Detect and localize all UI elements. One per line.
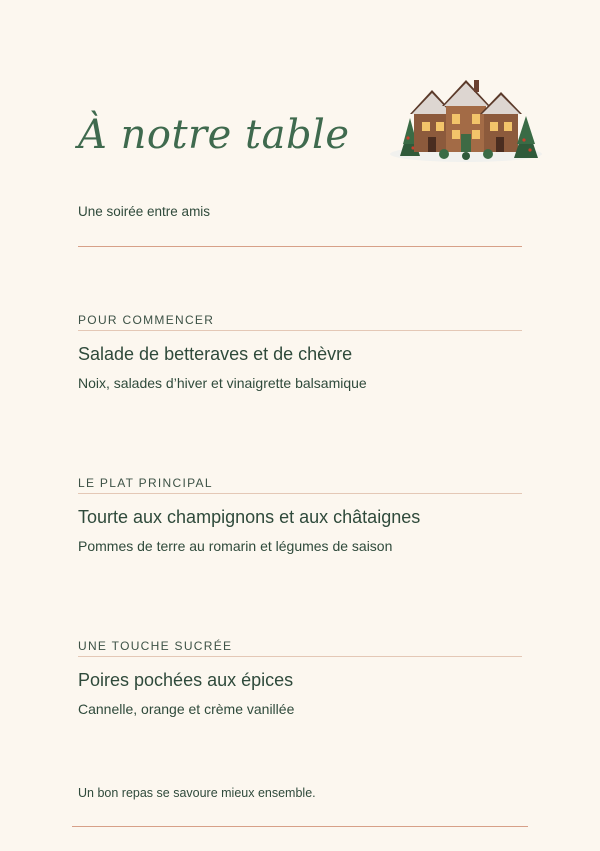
section-label: POUR COMMENCER bbox=[78, 313, 522, 331]
section-label: UNE TOUCHE SUCRÉE bbox=[78, 639, 522, 657]
dish-description: Pommes de terre au romarin et légumes de saison bbox=[78, 538, 393, 554]
menu-section-main bbox=[78, 476, 522, 554]
dish-name: Salade de betteraves et de chèvre bbox=[78, 344, 353, 364]
dish-name: Tourte aux champignons et aux châtaignes bbox=[78, 507, 421, 527]
footer-text: Un bon repas se savoure mieux ensemble. bbox=[78, 786, 316, 800]
subtitle: Une soirée entre amis bbox=[78, 204, 211, 219]
dish-description: Noix, salades d’hiver et vinaigrette balsamique bbox=[78, 375, 367, 391]
menu-section-dessert bbox=[78, 639, 522, 717]
dish-description: Cannelle, orange et crème vanillée bbox=[78, 701, 295, 717]
footer-divider bbox=[72, 826, 528, 827]
section-label: LE PLAT PRINCIPAL bbox=[78, 476, 522, 494]
header-divider bbox=[78, 246, 522, 247]
menu-section-starter bbox=[78, 313, 522, 391]
snowy-village-icon bbox=[386, 74, 546, 164]
page-title: À notre table bbox=[78, 112, 350, 158]
dish-name: Poires pochées aux épices bbox=[78, 670, 294, 690]
